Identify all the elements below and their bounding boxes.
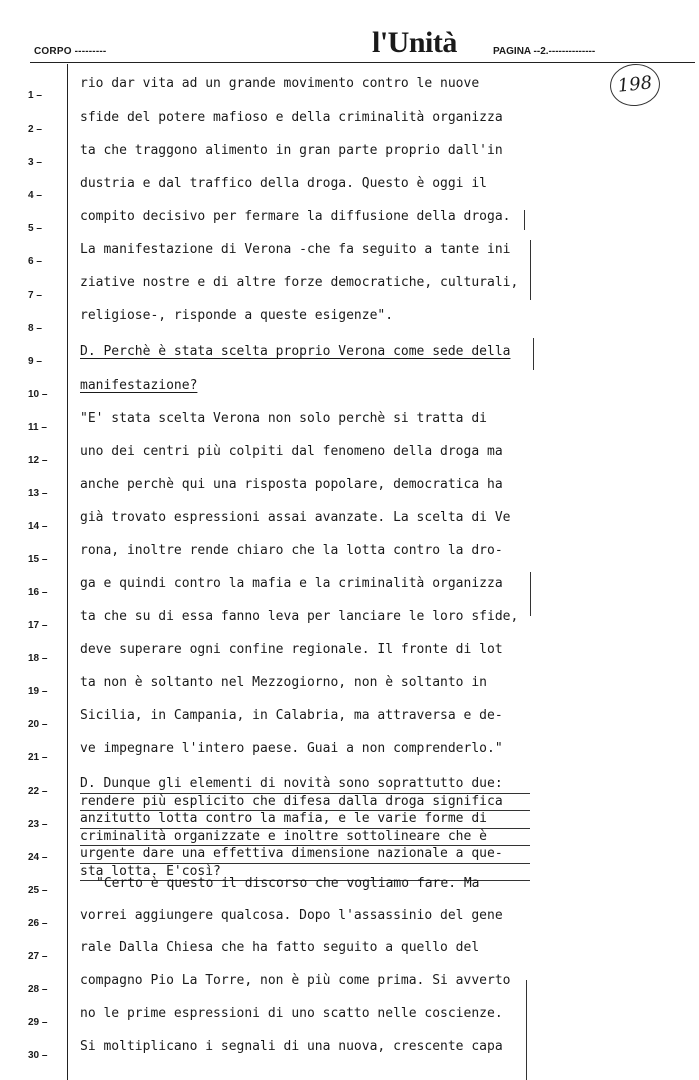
line-number: 20 – — [28, 719, 48, 730]
text-line: ve impegnare l'intero paese. Guai a non comprenderlo." — [80, 741, 503, 756]
text-line: ziative nostre e di altre forze democratiche, culturali, — [80, 275, 519, 290]
text-line: Si moltiplicano i segnali di una nuova, crescente capa — [80, 1039, 503, 1054]
line-number: 12 – — [28, 455, 48, 466]
line-number: 22 – — [28, 786, 48, 797]
text-line: ta non è soltanto nel Mezzogiorno, non è soltanto in — [80, 675, 487, 690]
line-number: 17 – — [28, 620, 48, 631]
question-line: sta lotta. E'così? — [80, 864, 530, 882]
text-line: ta che traggono alimento in gran parte proprio dall'in — [80, 143, 503, 158]
line-number: 1 – — [28, 90, 42, 101]
line-number: 14 – — [28, 521, 48, 532]
question-line: D. Perchè è stata scelta proprio Verona come sede della — [80, 344, 511, 359]
text-line: sfide del potere mafioso e della criminalità organizza — [80, 110, 503, 125]
page-stamp: 198 — [608, 62, 662, 109]
line-number: 3 – — [28, 157, 42, 168]
line-number: 6 – — [28, 256, 42, 267]
margin-correction-mark — [526, 980, 527, 1080]
text-line: deve superare ogni confine regionale. Il fronte di lot — [80, 642, 503, 657]
text-line: rale Dalla Chiesa che ha fatto seguito a quello del — [80, 940, 480, 955]
question-line: manifestazione? — [80, 378, 198, 393]
question-line: urgente dare una effettiva dimensione nazionale a que- — [80, 846, 530, 864]
line-number: 19 – — [28, 686, 48, 697]
header-divider — [30, 62, 695, 63]
text-line: ta che su di essa fanno leva per lanciare le loro sfide, — [80, 609, 519, 624]
text-line: no le prime espressioni di uno scatto nelle coscienze. — [80, 1006, 503, 1021]
line-number: 9 – — [28, 356, 42, 367]
line-number: 5 – — [28, 223, 42, 234]
text-line: ga e quindi contro la mafia e la criminalità organizza — [80, 576, 503, 591]
masthead-logo: l'Unità — [372, 26, 457, 59]
margin-correction-mark — [530, 240, 531, 300]
line-number: 11 – — [28, 422, 47, 433]
margin-divider — [67, 64, 68, 1080]
text-line: La manifestazione di Verona -che fa seguito a tante ini — [80, 242, 511, 257]
text-line: vorrei aggiungere qualcosa. Dopo l'assassinio del gene — [80, 908, 503, 923]
text-line: religiose-, risponde a queste esigenze". — [80, 308, 394, 323]
line-number: 13 – — [28, 488, 48, 499]
question-line: rendere più esplicito che difesa dalla droga significa — [80, 794, 530, 812]
line-number: 29 – — [28, 1017, 48, 1028]
line-number: 16 – — [28, 587, 48, 598]
question-line: criminalità organizzate e inoltre sottolineare che è — [80, 829, 530, 847]
text-line: uno dei centri più colpiti dal fenomeno della droga ma — [80, 444, 503, 459]
line-number: 4 – — [28, 190, 42, 201]
margin-correction-mark — [533, 338, 534, 370]
text-line: "E' stata scelta Verona non solo perchè si tratta di — [80, 411, 487, 426]
line-number: 25 – — [28, 885, 48, 896]
question-block — [80, 776, 530, 881]
line-number: 10 – — [28, 389, 48, 400]
line-number: 18 – — [28, 653, 48, 664]
page-header — [0, 0, 699, 66]
line-number: 30 – — [28, 1050, 48, 1061]
line-number: 21 – — [28, 752, 48, 763]
line-number: 15 – — [28, 554, 48, 565]
margin-correction-mark — [524, 210, 525, 230]
line-number: 2 – — [28, 124, 42, 135]
line-number: 26 – — [28, 918, 48, 929]
line-number: 23 – — [28, 819, 48, 830]
question-line: anzitutto lotta contro la mafia, e le varie forme di — [80, 811, 530, 829]
corpo-field: CORPO --------- — [34, 46, 107, 57]
text-line: compagno Pio La Torre, non è più come prima. Si avverto — [80, 973, 511, 988]
text-line: rio dar vita ad un grande movimento contro le nuove — [80, 76, 480, 91]
line-number: 28 – — [28, 984, 48, 995]
text-line: rona, inoltre rende chiaro che la lotta contro la dro- — [80, 543, 503, 558]
line-number: 24 – — [28, 852, 48, 863]
text-line: compito decisivo per fermare la diffusione della droga. — [80, 209, 511, 224]
question-line: D. Dunque gli elementi di novità sono soprattutto due: — [80, 776, 530, 794]
text-line: anche perchè qui una risposta popolare, democratica ha — [80, 477, 503, 492]
line-number: 8 – — [28, 323, 42, 334]
pagina-field: PAGINA --2.-------------- — [493, 46, 596, 57]
line-number: 27 – — [28, 951, 48, 962]
line-number: 7 – — [28, 290, 42, 301]
text-line: "Certo è questo il discorso che vogliamo fare. Ma — [96, 876, 480, 891]
text-line: già trovato espressioni assai avanzate. La scelta di Ve — [80, 510, 511, 525]
text-line: Sicilia, in Campania, in Calabria, ma attraversa e de- — [80, 708, 503, 723]
margin-correction-mark — [530, 572, 531, 616]
text-line: dustria e dal traffico della droga. Questo è oggi il — [80, 176, 487, 191]
